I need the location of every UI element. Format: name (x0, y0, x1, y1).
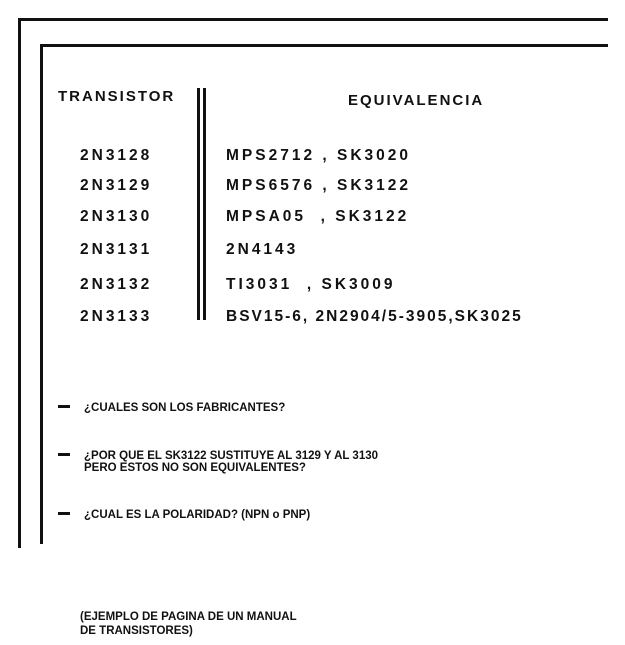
question-text: ¿POR QUE EL SK3122 SUSTITUYE AL 3129 Y AL 3130 (84, 450, 379, 462)
table-row (0, 276, 625, 298)
caption (80, 610, 297, 638)
bullet-dash (58, 405, 70, 408)
equivalence-cell: MPS2712 , SK3020 (226, 147, 412, 164)
question-item (58, 509, 310, 521)
inner-frame-top-line (40, 44, 608, 47)
transistor-cell: 2N3130 (80, 208, 153, 225)
table-row (0, 241, 625, 263)
bullet-dash (58, 453, 70, 456)
question-item (58, 450, 378, 474)
question-text: ¿CUALES SON LOS FABRICANTES? (84, 402, 286, 414)
question-item (58, 402, 285, 414)
equivalence-cell: MPS6576 , SK3122 (226, 177, 412, 194)
transistor-cell: 2N3131 (80, 241, 153, 258)
equivalence-cell: MPSA05 , SK3122 (226, 208, 410, 225)
header-equivalence: EQUIVALENCIA (348, 92, 485, 109)
table-row (0, 308, 625, 330)
bullet-dash (58, 512, 70, 515)
equivalence-cell: 2N4143 (226, 241, 299, 258)
caption-line-1: (EJEMPLO DE PAGINA DE UN MANUAL (80, 611, 297, 623)
table-row (0, 177, 625, 199)
outer-frame-top-line (18, 18, 608, 21)
transistor-cell: 2N3128 (80, 147, 153, 164)
equivalence-cell: TI3031 , SK3009 (226, 276, 396, 293)
table-row (0, 208, 625, 230)
transistor-cell: 2N3132 (80, 276, 153, 293)
transistor-cell: 2N3129 (80, 177, 153, 194)
equivalence-cell: BSV15-6, 2N2904/5-3905,SK3025 (226, 308, 523, 325)
transistor-cell: 2N3133 (80, 308, 153, 325)
header-transistor: TRANSISTOR (58, 88, 176, 105)
question-text: ¿CUAL ES LA POLARIDAD? (NPN o PNP) (84, 509, 311, 521)
caption-line-2: DE TRANSISTORES) (80, 625, 193, 637)
table-row (0, 147, 625, 169)
question-text-continued: PERO ESTOS NO SON EQUIVALENTES? (84, 462, 306, 474)
